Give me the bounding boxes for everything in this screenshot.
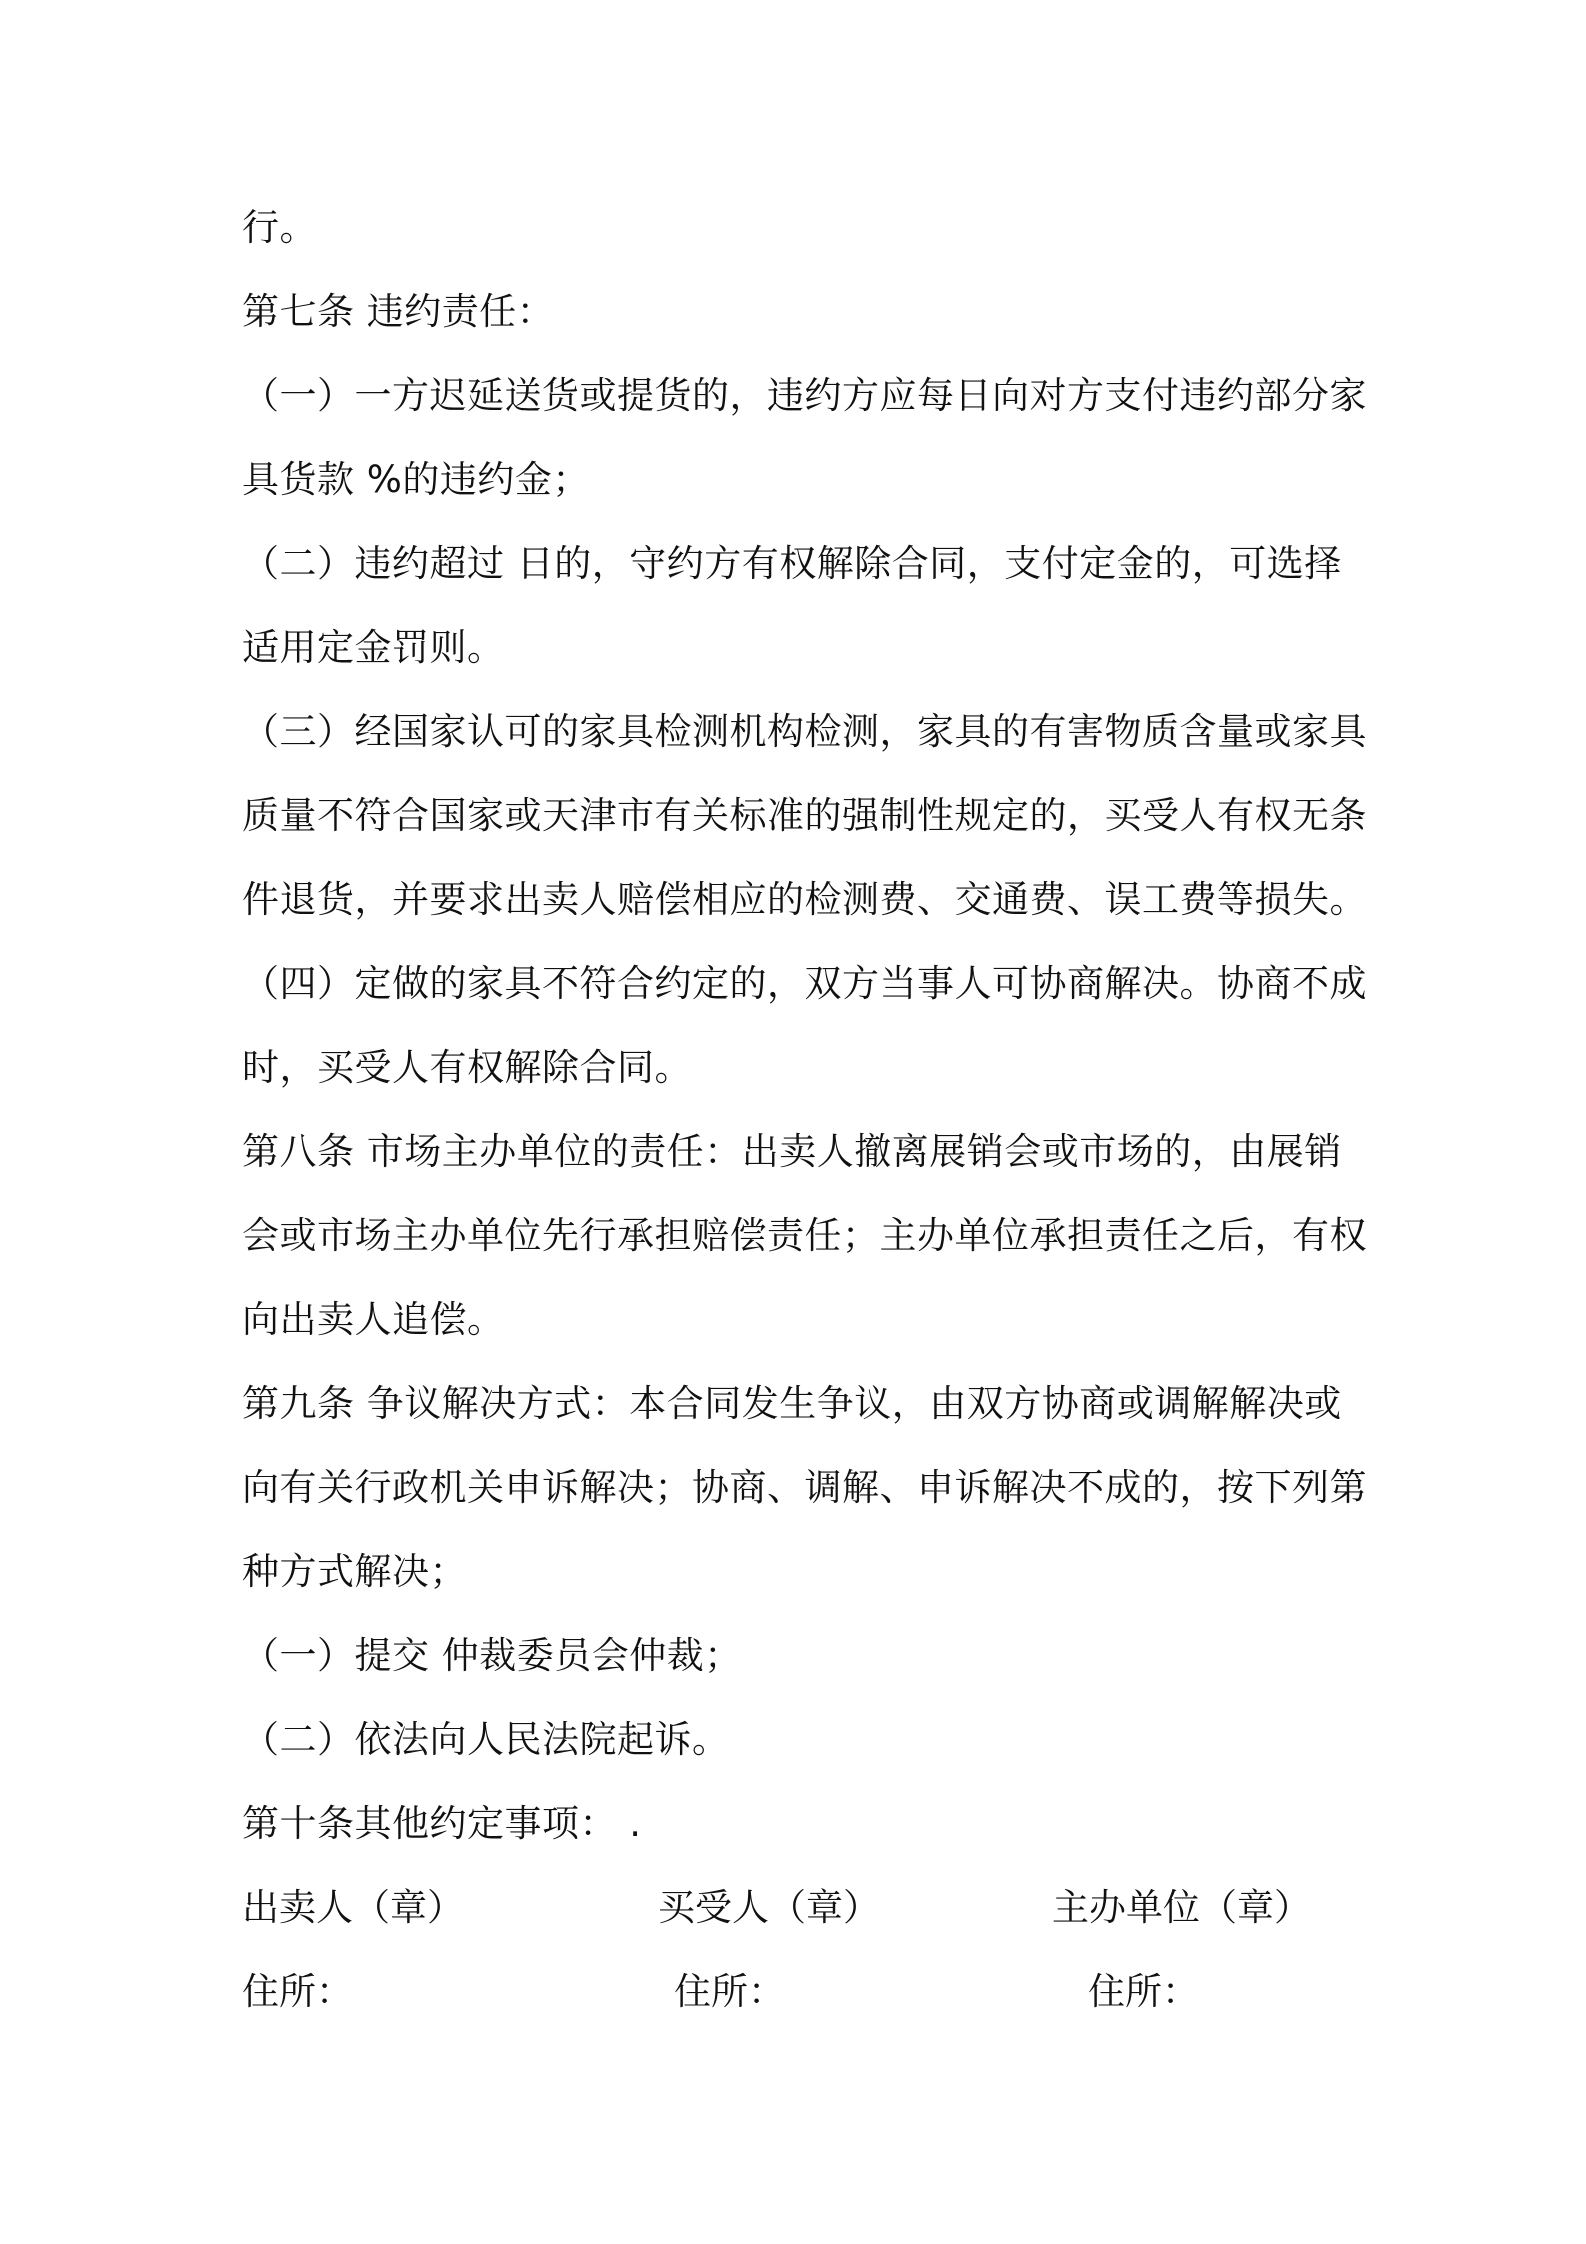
article-10-heading: 第十条其他约定事项： . [242, 1802, 642, 1845]
text-line: （一）提交 仲裁委员会仲裁； [242, 1634, 742, 1677]
text-line: （二）依法向人民法院起诉。 [242, 1718, 730, 1761]
text-line: 向出卖人追偿。 [242, 1298, 505, 1341]
buyer-address-label: 住所： [674, 1970, 785, 2013]
text-line: 适用定金罚则。 [242, 626, 505, 669]
organizer-signature-label: 主办单位（章） [1052, 1886, 1311, 1929]
text-line: （二）违约超过 日的，守约方有权解除合同，支付定金的，可选择 [242, 542, 1342, 585]
text-line: 会或市场主办单位先行承担赔偿责任；主办单位承担责任之后，有权 [242, 1214, 1367, 1257]
text-line: （三）经国家认可的家具检测机构检测，家具的有害物质含量或家具 [242, 710, 1367, 753]
text-line: 向有关行政机关申诉解决；协商、调解、申诉解决不成的，按下列第 [242, 1466, 1367, 1509]
seller-address-label: 住所： [242, 1970, 353, 2013]
text-line: 行。 [242, 206, 317, 249]
text-line: （一）一方迟延送货或提货的，违约方应每日向对方支付违约部分家 [242, 374, 1367, 417]
text-line: （四）定做的家具不符合约定的，双方当事人可协商解决。协商不成 [242, 962, 1367, 1005]
seller-signature-label: 出卖人（章） [242, 1886, 464, 1929]
text-line: 时，买受人有权解除合同。 [242, 1046, 692, 1089]
article-9-heading: 第九条 争议解决方式：本合同发生争议，由双方协商或调解解决或 [242, 1382, 1342, 1425]
text-line: 种方式解决； [242, 1550, 467, 1593]
text-line: 件退货，并要求出卖人赔偿相应的检测费、交通费、误工费等损失。 [242, 878, 1367, 921]
article-8-heading: 第八条 市场主办单位的责任：出卖人撤离展销会或市场的，由展销 [242, 1130, 1342, 1173]
text-line: 具货款 %的违约金； [242, 458, 590, 501]
text-line: 质量不符合国家或天津市有关标准的强制性规定的，买受人有权无条 [242, 794, 1367, 837]
article-7-heading: 第七条 违约责任： [242, 290, 555, 333]
organizer-address-label: 住所： [1088, 1970, 1199, 2013]
buyer-signature-label: 买受人（章） [658, 1886, 880, 1929]
